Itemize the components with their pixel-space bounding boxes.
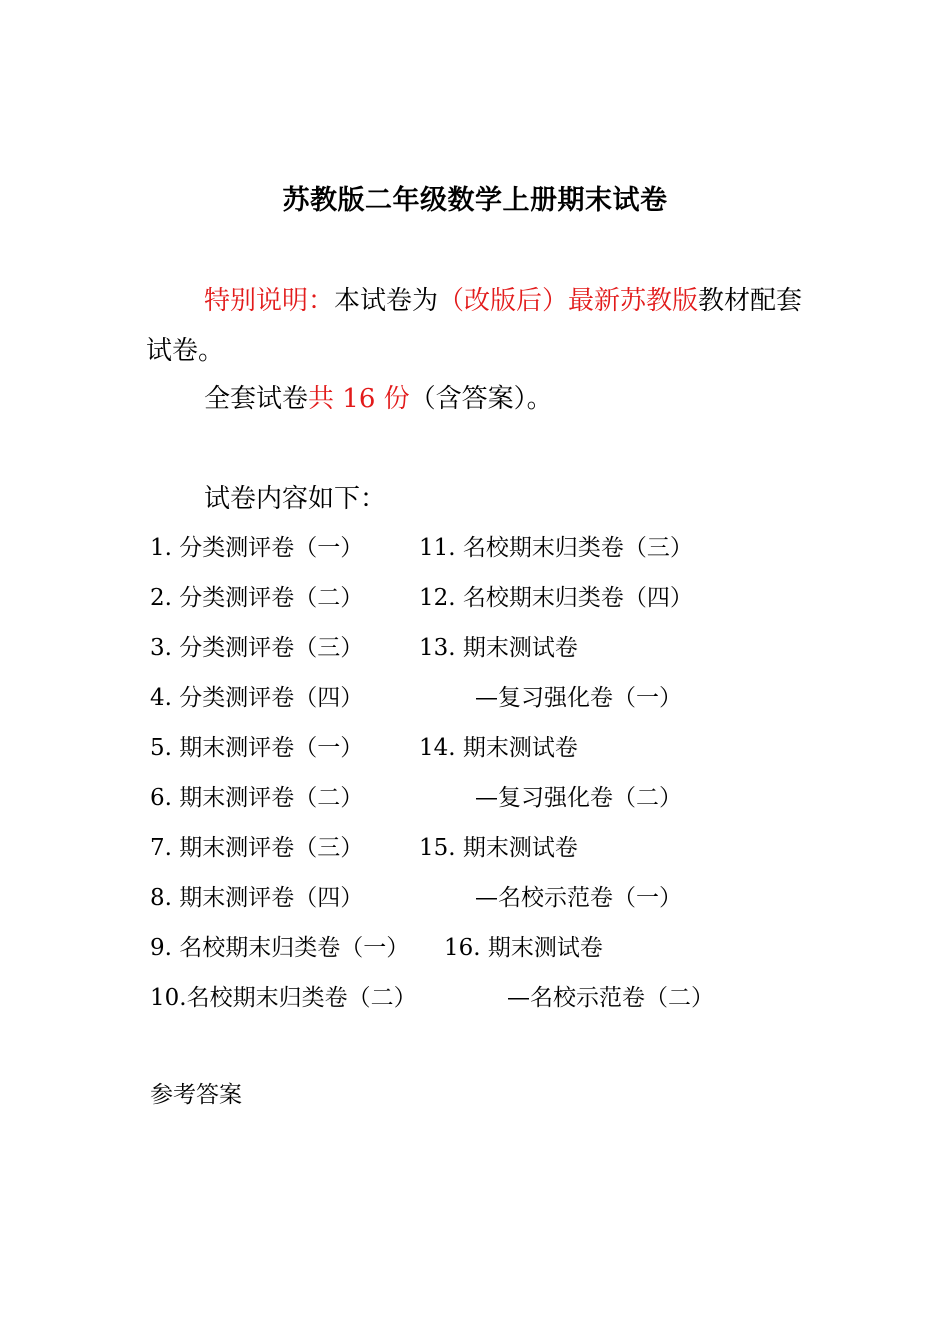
contents-intro: 试卷内容如下： [204, 484, 387, 514]
list-item: 9. 名校期末归类卷（一） [150, 935, 410, 961]
list-item: 16. 期末测试卷 [444, 935, 603, 961]
total-prefix: 全套试卷 [204, 384, 309, 414]
list-item: 4. 分类测评卷（四） [150, 685, 364, 711]
list-item: —名校示范卷（二） [507, 985, 714, 1011]
list-item: 13. 期末测试卷 [419, 635, 578, 661]
total-suffix: （含答案）。 [409, 384, 553, 414]
list-item: —名校示范卷（一） [475, 885, 682, 911]
answers-heading: 参考答案 [150, 1082, 242, 1108]
list-item: 3. 分类测评卷（三） [150, 635, 364, 661]
list-item: 2. 分类测评卷（二） [150, 585, 364, 611]
list-item: 8. 期末测评卷（四） [150, 885, 364, 911]
note-highlight: （改版后）最新苏教版 [438, 286, 699, 316]
list-item: 11. 名校期末归类卷（三） [419, 535, 693, 561]
document-title: 苏教版二年级数学上册期末试卷 [282, 185, 668, 216]
list-item: 7. 期末测评卷（三） [150, 835, 364, 861]
list-item: 15. 期末测试卷 [419, 835, 578, 861]
list-item: 1. 分类测评卷（一） [150, 535, 364, 561]
list-item: —复习强化卷（二） [475, 785, 682, 811]
total-highlight: 共 16 份 [308, 384, 410, 414]
list-item: 5. 期末测评卷（一） [150, 735, 364, 761]
list-item: 6. 期末测评卷（二） [150, 785, 364, 811]
list-item: 14. 期末测试卷 [419, 735, 578, 761]
note-label: 特别说明： [204, 286, 335, 316]
list-item: 10.名校期末归类卷（二） [150, 985, 417, 1011]
note-text-1: 本试卷为 [334, 286, 439, 316]
list-item: —复习强化卷（一） [475, 685, 682, 711]
total-count-line [204, 374, 553, 424]
list-item: 12. 名校期末归类卷（四） [419, 585, 693, 611]
special-note [146, 276, 826, 376]
note-text-2: 教材配套试卷。 [146, 286, 803, 366]
